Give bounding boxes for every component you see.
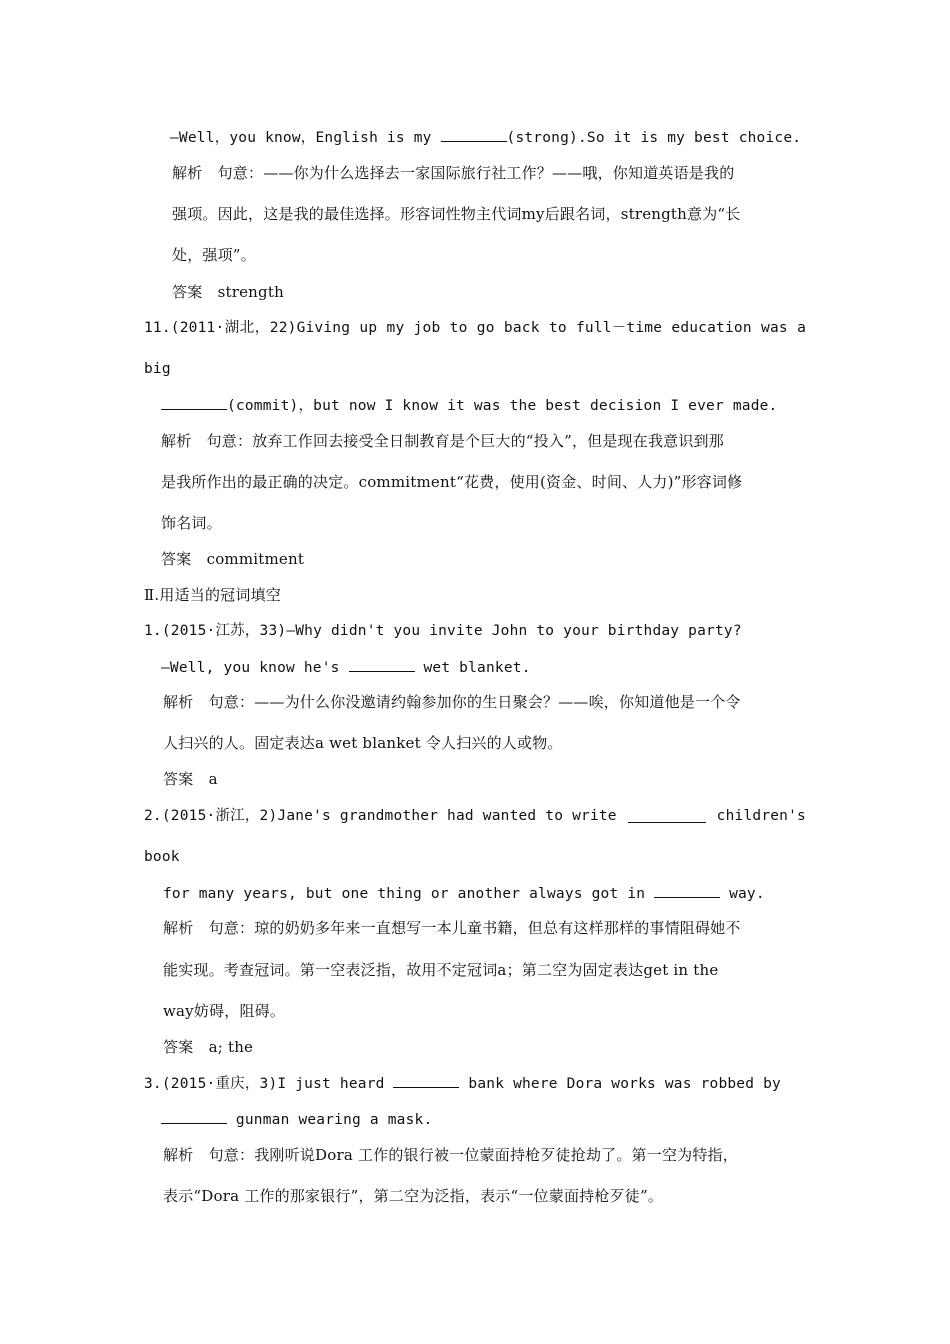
- s2q1-text-b: wet blanket.: [414, 660, 531, 676]
- s2q2-prompt-line-3: [163, 883, 765, 904]
- s2q3-analysis-line-2: 表示“Dora 工作的那家银行”，第二空为泛指，表示“一位蒙面持枪歹徒”。: [163, 1187, 664, 1205]
- s2q2-text-b: children's: [716, 808, 806, 824]
- q11-analysis-line-1: 解析 句意：放弃工作回去接受全日制教育是个巨大的“投入”，但是现在我意识到那: [161, 432, 724, 450]
- q10-analysis-line-2: 强项。因此，这是我的最佳选择。形容词性物主代词my后跟名词，strength意为“长: [172, 205, 741, 223]
- s2q3-text-c: gunman wearing a mask.: [227, 1112, 433, 1128]
- s2q3-blank-2: [161, 1109, 227, 1124]
- s2q2-analysis-line-2: 能实现。考查冠词。第一空表泛指，故用不定冠词a；第二空为固定表达get in the: [163, 961, 719, 979]
- s2q2-analysis-line-3: way妨碍，阻碍。: [163, 1002, 286, 1020]
- q11-answer: 答案 commitment: [161, 550, 305, 568]
- s2q2-blank-1: [628, 808, 706, 823]
- s2q2-text-c: for many years, but one thing or another always got in: [163, 886, 655, 902]
- q11-analysis-line-3: 饰名词。: [161, 514, 222, 532]
- q10-text-b: (strong).So it is my best choice.: [506, 130, 802, 146]
- q11-analysis-line-2: 是我所作出的最正确的决定。commitment“花费，使用(资金、时间、人力)”形容词修: [161, 473, 743, 491]
- s2q2-text-a: 2.(2015·浙江，2)Jane's grandmother had wanted to write: [144, 808, 617, 824]
- q10-analysis-line-1: 解析 句意：——你为什么选择去一家国际旅行社工作？——哦，你知道英语是我的: [172, 164, 735, 182]
- q11-prompt-line-1: 11.(2011·湖北，22)Giving up my job to go back to full－time education was a: [144, 320, 806, 336]
- q10-blank: [441, 127, 507, 142]
- s2q2-prompt-line-1: [144, 806, 806, 826]
- q11-prompt-line-2: big: [144, 361, 171, 377]
- q10-prompt-line: [170, 127, 801, 148]
- s2q1-answer: 答案 a: [163, 770, 218, 788]
- s2q3-analysis-line-1: 解析 句意：我刚听说Dora 工作的银行被一位蒙面持枪歹徒抢劫了。第一空为特指，: [163, 1146, 738, 1164]
- s2q2-blank-2: [654, 883, 720, 898]
- s2q1-text-a: —Well, you know he's: [161, 660, 349, 676]
- s2q3-blank-1: [393, 1073, 459, 1088]
- s2q1-analysis-line-2: 人扫兴的人。固定表达a wet blanket 令人扫兴的人或物。: [163, 734, 563, 752]
- q10-analysis-line-3: 处，强项”。: [172, 246, 256, 264]
- s2q1-prompt-line-2: [161, 657, 531, 678]
- s2q3-text-b: bank where Dora works was robbed by: [459, 1076, 781, 1092]
- q11-prompt-line-3: [161, 395, 777, 416]
- s2q2-answer: 答案 a; the: [163, 1038, 254, 1056]
- s2q3-prompt-line-2: [161, 1109, 432, 1130]
- q11-blank: [161, 395, 227, 410]
- s2q2-text-d: way.: [720, 886, 765, 902]
- s2q1-prompt-line-1: 1.(2015·江苏，33)—Why didn't you invite John to your birthday party?: [144, 623, 742, 639]
- s2q3-prompt-line-1: [144, 1073, 781, 1094]
- s2q2-prompt-line-2: book: [144, 849, 180, 865]
- s2q3-text-a: 3.(2015·重庆，3)I just heard: [144, 1076, 394, 1092]
- section-2-title: Ⅱ.用适当的冠词填空: [144, 586, 281, 604]
- s2q1-analysis-line-1: 解析 句意：——为什么你没邀请约翰参加你的生日聚会？——唉，你知道他是一个令: [163, 693, 741, 711]
- q10-text-a: —Well，you know，English is my: [170, 130, 441, 146]
- q10-answer: 答案 strength: [172, 283, 284, 301]
- q11-text-b: (commit)，but now I know it was the best decision I ever made.: [227, 398, 778, 414]
- s2q1-blank: [349, 657, 415, 672]
- s2q2-analysis-line-1: 解析 句意：琼的奶奶多年来一直想写一本儿童书籍，但总有这样那样的事情阻碍她不: [163, 919, 741, 937]
